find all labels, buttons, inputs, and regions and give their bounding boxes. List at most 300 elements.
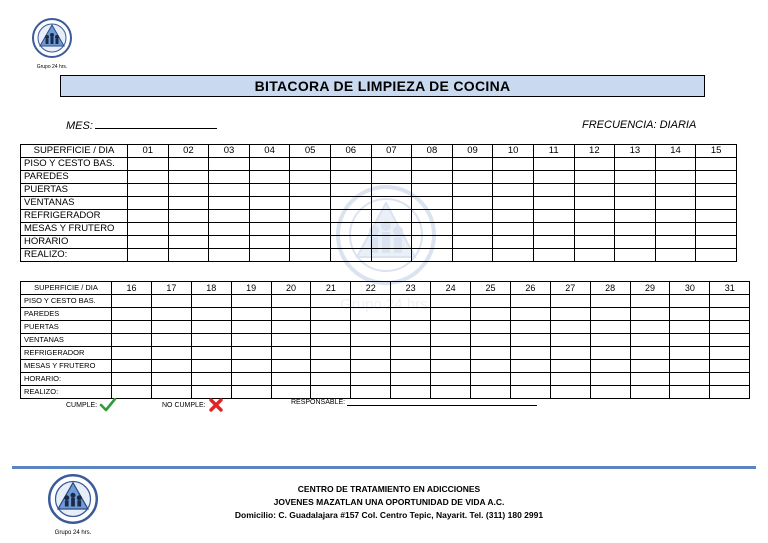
no-cumple-label: NO CUMPLE:	[162, 401, 206, 409]
check-cell[interactable]	[590, 295, 630, 308]
check-cell[interactable]	[431, 373, 471, 386]
check-cell[interactable]	[452, 210, 493, 223]
check-cell[interactable]	[431, 308, 471, 321]
surface-label: PAREDES	[21, 308, 112, 321]
check-cell[interactable]	[168, 249, 209, 262]
check-cell[interactable]	[412, 223, 453, 236]
check-cell[interactable]	[151, 360, 191, 373]
check-cell[interactable]	[271, 295, 311, 308]
check-cell[interactable]	[510, 308, 550, 321]
check-cell[interactable]	[471, 321, 511, 334]
surface-label: PUERTAS	[21, 184, 128, 197]
check-cell[interactable]	[290, 184, 331, 197]
check-cell[interactable]	[533, 210, 574, 223]
check-cell[interactable]	[590, 321, 630, 334]
check-cell[interactable]	[670, 308, 710, 321]
check-cell[interactable]	[655, 197, 696, 210]
check-cell[interactable]	[168, 184, 209, 197]
table-header-row	[21, 145, 737, 158]
day-header: 20	[271, 282, 311, 295]
check-cell[interactable]	[151, 347, 191, 360]
check-cell[interactable]	[655, 158, 696, 171]
check-cell[interactable]	[330, 223, 371, 236]
check-cell[interactable]	[493, 158, 534, 171]
check-cell[interactable]	[311, 334, 351, 347]
check-cell[interactable]	[533, 171, 574, 184]
check-cell[interactable]	[231, 360, 271, 373]
check-cell[interactable]	[231, 373, 271, 386]
check-cell[interactable]	[209, 223, 250, 236]
check-cell[interactable]	[209, 171, 250, 184]
table-row	[21, 197, 737, 210]
cumple-label: CUMPLE:	[66, 401, 98, 409]
table-row	[21, 334, 750, 347]
surface-day-header: SUPERFICIE / DIA	[21, 282, 112, 295]
check-cell[interactable]	[191, 308, 231, 321]
check-cell[interactable]	[550, 347, 590, 360]
surface-label: PUERTAS	[21, 321, 112, 334]
check-cell[interactable]	[533, 249, 574, 262]
check-cell[interactable]	[550, 334, 590, 347]
check-cell[interactable]	[670, 386, 710, 399]
check-cell[interactable]	[391, 295, 431, 308]
check-cell[interactable]	[452, 184, 493, 197]
legend-responsable	[291, 399, 537, 406]
day-header: 04	[249, 145, 290, 158]
check-cell[interactable]	[615, 210, 656, 223]
check-cell[interactable]	[431, 321, 471, 334]
check-cell[interactable]	[351, 308, 391, 321]
check-cell[interactable]	[615, 236, 656, 249]
check-cell[interactable]	[112, 347, 152, 360]
day-header: 17	[151, 282, 191, 295]
check-cell[interactable]	[615, 184, 656, 197]
check-cell[interactable]	[151, 334, 191, 347]
check-cell[interactable]	[231, 334, 271, 347]
check-cell[interactable]	[590, 334, 630, 347]
check-cell[interactable]	[371, 210, 412, 223]
check-cell[interactable]	[510, 295, 550, 308]
check-cell[interactable]	[655, 171, 696, 184]
check-cell[interactable]	[431, 295, 471, 308]
day-header: 12	[574, 145, 615, 158]
check-cell[interactable]	[330, 249, 371, 262]
mes-label: MES:	[66, 120, 93, 132]
check-cell[interactable]	[471, 373, 511, 386]
day-header: 30	[670, 282, 710, 295]
day-header: 23	[391, 282, 431, 295]
day-header: 22	[351, 282, 391, 295]
check-cell[interactable]	[574, 171, 615, 184]
check-cell[interactable]	[471, 386, 511, 399]
check-cell[interactable]	[655, 223, 696, 236]
check-cell[interactable]	[191, 360, 231, 373]
check-cell[interactable]	[510, 360, 550, 373]
surface-label: REALIZO:	[21, 386, 112, 399]
check-cell[interactable]	[615, 158, 656, 171]
check-cell[interactable]	[249, 197, 290, 210]
check-cell[interactable]	[533, 158, 574, 171]
check-cell[interactable]	[151, 386, 191, 399]
check-cell[interactable]	[168, 171, 209, 184]
check-cell[interactable]	[471, 308, 511, 321]
check-cell[interactable]	[191, 295, 231, 308]
check-cell[interactable]	[128, 249, 169, 262]
check-cell[interactable]	[471, 360, 511, 373]
check-cell[interactable]	[412, 210, 453, 223]
check-cell[interactable]	[371, 171, 412, 184]
check-cell[interactable]	[231, 295, 271, 308]
check-cell[interactable]	[231, 321, 271, 334]
check-cell[interactable]	[330, 197, 371, 210]
check-cell[interactable]	[391, 360, 431, 373]
check-cell[interactable]	[412, 171, 453, 184]
check-cell[interactable]	[710, 321, 750, 334]
check-cell[interactable]	[371, 249, 412, 262]
check-cell[interactable]	[112, 308, 152, 321]
check-cell[interactable]	[452, 236, 493, 249]
check-cell[interactable]	[574, 158, 615, 171]
check-cell[interactable]	[696, 236, 737, 249]
check-cell[interactable]	[168, 197, 209, 210]
check-cell[interactable]	[351, 347, 391, 360]
check-cell[interactable]	[209, 184, 250, 197]
check-cell[interactable]	[290, 197, 331, 210]
check-cell[interactable]	[710, 334, 750, 347]
check-cell[interactable]	[391, 334, 431, 347]
check-cell[interactable]	[128, 223, 169, 236]
check-cell[interactable]	[168, 158, 209, 171]
check-cell[interactable]	[330, 236, 371, 249]
check-cell[interactable]	[112, 386, 152, 399]
check-cell[interactable]	[493, 171, 534, 184]
day-header: 13	[615, 145, 656, 158]
check-cell[interactable]	[412, 158, 453, 171]
check-cell[interactable]	[452, 171, 493, 184]
check-cell[interactable]	[168, 236, 209, 249]
check-cell[interactable]	[590, 360, 630, 373]
check-cell[interactable]	[371, 223, 412, 236]
check-cell[interactable]	[710, 373, 750, 386]
check-cell[interactable]	[670, 347, 710, 360]
surface-label: REFRIGERADOR	[21, 210, 128, 223]
check-cell[interactable]	[471, 334, 511, 347]
check-cell[interactable]	[493, 223, 534, 236]
check-cell[interactable]	[630, 334, 670, 347]
check-cell[interactable]	[574, 249, 615, 262]
check-cell[interactable]	[271, 360, 311, 373]
check-cell[interactable]	[696, 184, 737, 197]
check-cell[interactable]	[249, 171, 290, 184]
check-cell[interactable]	[655, 184, 696, 197]
check-cell[interactable]	[391, 373, 431, 386]
check-cell[interactable]	[128, 197, 169, 210]
check-cell[interactable]	[191, 334, 231, 347]
check-cell[interactable]	[290, 223, 331, 236]
check-cell[interactable]	[533, 223, 574, 236]
check-cell[interactable]	[290, 210, 331, 223]
check-cell[interactable]	[290, 236, 331, 249]
check-cell[interactable]	[550, 295, 590, 308]
check-cell[interactable]	[271, 373, 311, 386]
check-cell[interactable]	[351, 373, 391, 386]
check-cell[interactable]	[112, 373, 152, 386]
check-cell[interactable]	[311, 373, 351, 386]
check-cell[interactable]	[311, 308, 351, 321]
check-cell[interactable]	[271, 386, 311, 399]
check-cell[interactable]	[209, 210, 250, 223]
check-cell[interactable]	[112, 321, 152, 334]
check-cell[interactable]	[510, 334, 550, 347]
check-cell[interactable]	[471, 347, 511, 360]
check-cell[interactable]	[630, 295, 670, 308]
check-cell[interactable]	[231, 386, 271, 399]
check-cell[interactable]	[191, 347, 231, 360]
check-cell[interactable]	[249, 223, 290, 236]
check-cell[interactable]	[493, 236, 534, 249]
check-cell[interactable]	[168, 223, 209, 236]
check-cell[interactable]	[696, 210, 737, 223]
check-cell[interactable]	[128, 236, 169, 249]
check-cell[interactable]	[574, 184, 615, 197]
check-cell[interactable]	[696, 197, 737, 210]
check-cell[interactable]	[590, 308, 630, 321]
check-cell[interactable]	[128, 210, 169, 223]
check-cell[interactable]	[452, 249, 493, 262]
organization-seal-icon	[30, 18, 74, 58]
check-cell[interactable]	[209, 249, 250, 262]
check-cell[interactable]	[510, 321, 550, 334]
check-cell[interactable]	[670, 360, 710, 373]
check-cell[interactable]	[710, 295, 750, 308]
check-cell[interactable]	[391, 347, 431, 360]
check-cell[interactable]	[391, 308, 431, 321]
check-cell[interactable]	[590, 347, 630, 360]
check-cell[interactable]	[493, 197, 534, 210]
check-cell[interactable]	[112, 295, 152, 308]
check-cell[interactable]	[290, 171, 331, 184]
check-cell[interactable]	[431, 360, 471, 373]
check-cell[interactable]	[290, 249, 331, 262]
check-cell[interactable]	[311, 321, 351, 334]
check-cell[interactable]	[630, 360, 670, 373]
check-cell[interactable]	[231, 308, 271, 321]
check-cell[interactable]	[670, 321, 710, 334]
check-cell[interactable]	[168, 210, 209, 223]
check-cell[interactable]	[351, 334, 391, 347]
check-cell[interactable]	[550, 321, 590, 334]
check-cell[interactable]	[550, 308, 590, 321]
footer-line-2: JOVENES MAZATLAN UNA OPORTUNIDAD DE VIDA A.C.	[273, 497, 505, 507]
check-cell[interactable]	[533, 184, 574, 197]
check-cell[interactable]	[493, 184, 534, 197]
check-cell[interactable]	[533, 197, 574, 210]
check-cell[interactable]	[510, 347, 550, 360]
check-cell[interactable]	[209, 158, 250, 171]
cleaning-log-table-days-1-15	[20, 144, 737, 262]
check-cell[interactable]	[249, 236, 290, 249]
check-cell[interactable]	[412, 249, 453, 262]
check-cell[interactable]	[574, 210, 615, 223]
check-cell[interactable]	[471, 295, 511, 308]
check-cell[interactable]	[655, 210, 696, 223]
surface-label: HORARIO	[21, 236, 128, 249]
check-cell[interactable]	[371, 197, 412, 210]
page-title: BITACORA DE LIMPIEZA DE COCINA	[60, 75, 705, 97]
check-cell[interactable]	[191, 373, 231, 386]
footer-line-1: CENTRO DE TRATAMIENTO EN ADICCIONES	[297, 484, 481, 494]
check-cell[interactable]	[550, 360, 590, 373]
check-cell[interactable]	[128, 184, 169, 197]
check-cell[interactable]	[151, 321, 191, 334]
check-cell[interactable]	[710, 386, 750, 399]
check-cell[interactable]	[590, 386, 630, 399]
surface-label: VENTANAS	[21, 197, 128, 210]
check-cell[interactable]	[630, 373, 670, 386]
check-cell[interactable]	[574, 236, 615, 249]
check-cell[interactable]	[696, 223, 737, 236]
check-cell[interactable]	[231, 347, 271, 360]
check-cell[interactable]	[391, 386, 431, 399]
day-header: 10	[493, 145, 534, 158]
surface-label: MESAS Y FRUTERO	[21, 223, 128, 236]
check-cell[interactable]	[351, 295, 391, 308]
check-cell[interactable]	[431, 334, 471, 347]
check-cell[interactable]	[271, 334, 311, 347]
check-cell[interactable]	[510, 386, 550, 399]
logo-caption: Grupo 24 hrs.	[54, 530, 92, 536]
check-cell[interactable]	[452, 158, 493, 171]
check-cell[interactable]	[128, 171, 169, 184]
check-cell[interactable]	[412, 236, 453, 249]
check-cell[interactable]	[412, 184, 453, 197]
check-cell[interactable]	[550, 373, 590, 386]
check-cell[interactable]	[412, 197, 453, 210]
check-cell[interactable]	[615, 223, 656, 236]
surface-label: PAREDES	[21, 171, 128, 184]
check-cell[interactable]	[574, 223, 615, 236]
check-cell[interactable]	[330, 210, 371, 223]
check-cell[interactable]	[290, 158, 331, 171]
cleaning-log-table-days-16-31	[20, 281, 750, 399]
check-cell[interactable]	[128, 158, 169, 171]
check-cell[interactable]	[151, 295, 191, 308]
check-cell[interactable]	[330, 158, 371, 171]
check-cell[interactable]	[655, 249, 696, 262]
day-header: 19	[231, 282, 271, 295]
check-cell[interactable]	[670, 334, 710, 347]
check-cell[interactable]	[431, 386, 471, 399]
check-cell[interactable]	[191, 321, 231, 334]
check-cell[interactable]	[710, 347, 750, 360]
check-cell[interactable]	[371, 158, 412, 171]
check-cell[interactable]	[452, 223, 493, 236]
check-cell[interactable]	[696, 249, 737, 262]
table-row	[21, 184, 737, 197]
check-cell[interactable]	[371, 236, 412, 249]
check-cell[interactable]	[493, 210, 534, 223]
responsable-label: RESPONSABLE:	[291, 399, 346, 406]
day-header: 18	[191, 282, 231, 295]
check-cell[interactable]	[670, 373, 710, 386]
check-cell[interactable]	[630, 347, 670, 360]
surface-label: REALIZO:	[21, 249, 128, 262]
check-cell[interactable]	[533, 236, 574, 249]
check-cell[interactable]	[249, 158, 290, 171]
table-row	[21, 236, 737, 249]
check-cell[interactable]	[330, 171, 371, 184]
check-cell[interactable]	[151, 308, 191, 321]
check-cell[interactable]	[452, 197, 493, 210]
check-cell[interactable]	[249, 249, 290, 262]
table-body	[21, 158, 737, 262]
check-cell[interactable]	[630, 321, 670, 334]
day-header: 25	[471, 282, 511, 295]
check-cell[interactable]	[655, 236, 696, 249]
logo-caption: Grupo 24 hrs.	[36, 64, 68, 70]
check-cell[interactable]	[311, 295, 351, 308]
check-cell[interactable]	[351, 360, 391, 373]
check-cell[interactable]	[112, 360, 152, 373]
legend-cumple	[66, 398, 117, 412]
check-cell[interactable]	[630, 386, 670, 399]
check-cell[interactable]	[191, 386, 231, 399]
check-cell[interactable]	[615, 249, 656, 262]
check-cell[interactable]	[615, 171, 656, 184]
surface-label: PISO Y CESTO BAS.	[21, 295, 112, 308]
check-cell[interactable]	[371, 184, 412, 197]
check-cell[interactable]	[311, 347, 351, 360]
surface-label: HORARIO:	[21, 373, 112, 386]
check-cell[interactable]	[351, 386, 391, 399]
check-cell[interactable]	[615, 197, 656, 210]
check-cell[interactable]	[351, 321, 391, 334]
check-cell[interactable]	[151, 373, 191, 386]
day-header: 11	[533, 145, 574, 158]
check-cell[interactable]	[696, 171, 737, 184]
mes-field	[66, 119, 217, 132]
check-cell[interactable]	[550, 386, 590, 399]
check-cell[interactable]	[209, 197, 250, 210]
check-cell[interactable]	[311, 386, 351, 399]
check-cell[interactable]	[271, 347, 311, 360]
check-cell[interactable]	[710, 360, 750, 373]
check-cell[interactable]	[510, 373, 550, 386]
check-cell[interactable]	[710, 308, 750, 321]
table-row	[21, 295, 750, 308]
check-cell[interactable]	[249, 210, 290, 223]
check-cell[interactable]	[590, 373, 630, 386]
check-cell[interactable]	[431, 347, 471, 360]
check-cell[interactable]	[696, 158, 737, 171]
check-cell[interactable]	[271, 321, 311, 334]
table-row	[21, 386, 750, 399]
check-cell[interactable]	[493, 249, 534, 262]
day-header: 16	[112, 282, 152, 295]
check-cell[interactable]	[249, 184, 290, 197]
check-cell[interactable]	[209, 236, 250, 249]
check-cell[interactable]	[574, 197, 615, 210]
check-cell[interactable]	[391, 321, 431, 334]
check-cell[interactable]	[112, 334, 152, 347]
day-header: 01	[128, 145, 169, 158]
check-cell[interactable]	[670, 295, 710, 308]
check-cell[interactable]	[311, 360, 351, 373]
check-cell[interactable]	[630, 308, 670, 321]
table-body	[21, 295, 750, 399]
check-cell[interactable]	[330, 184, 371, 197]
check-cell[interactable]	[271, 308, 311, 321]
